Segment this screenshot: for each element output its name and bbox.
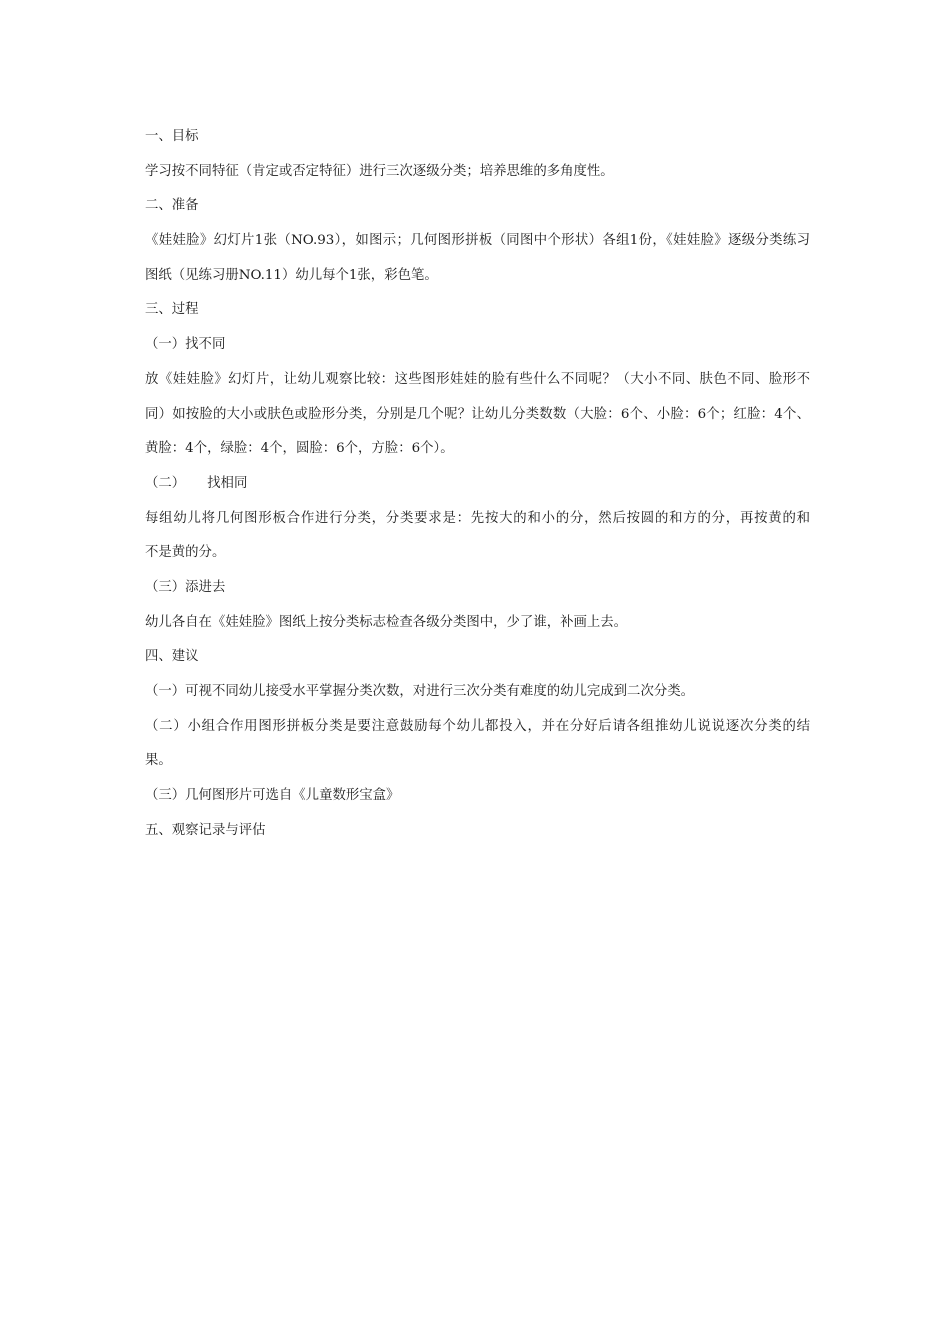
paragraph-add-in: 幼儿各自在《娃娃脸》图纸上按分类标志检查各级分类图中，少了谁，补画上去。 — [145, 614, 628, 630]
subheading-find-same-number: （二） — [145, 475, 186, 491]
subheading-add-in: （三）添进去 — [145, 579, 226, 595]
subheading-find-differences: （一）找不同 — [145, 337, 226, 353]
paragraph-find-differences-line-3: 黄脸：4个，绿脸：4个，圆脸：6个，方脸：6个）。 — [145, 441, 454, 457]
paragraph-preparation-line-1: 《娃娃脸》幻灯片1张（NO.93），如图示；几何图形拼板（同图中个形状）各组1份，《娃娃脸》逐级分类练习 — [145, 233, 810, 249]
paragraph-goal: 学习按不同特征（肯定或否定特征）进行三次逐级分类；培养思维的多角度性。 — [145, 163, 614, 179]
suggestion-3: （三）几何图形片可选自《儿童数形宝盒》 — [145, 788, 400, 804]
heading-preparation: 二、准备 — [145, 198, 199, 214]
heading-process: 三、过程 — [145, 302, 199, 318]
paragraph-find-differences-line-2: 同）如按脸的大小或肤色或脸形分类，分别是几个呢？让幼儿分类数数（大脸：6个、小脸：6个；红脸：4个、 — [145, 406, 810, 422]
suggestion-1: （一）可视不同幼儿接受水平掌握分类次数，对进行三次分类有难度的幼儿完成到二次分类。 — [145, 684, 695, 699]
subheading-find-same — [145, 467, 810, 502]
heading-observation: 五、观察记录与评估 — [145, 822, 266, 838]
heading-goal: 一、目标 — [145, 129, 199, 144]
paragraph-find-differences-line-1: 放《娃娃脸》幻灯片，让幼儿观察比较：这些图形娃娃的脸有些什么不同呢？（大小不同、肤色不同、脸形不 — [145, 371, 810, 387]
suggestion-2-line-2: 果。 — [145, 753, 172, 769]
document-body — [145, 120, 810, 848]
paragraph-find-same-line-2: 不是黄的分。 — [145, 545, 226, 561]
subheading-find-same-title: 找相同 — [207, 475, 248, 491]
heading-suggestions: 四、建议 — [145, 649, 199, 665]
suggestion-2-line-1: （二）小组合作用图形拼板分类是要注意鼓励每个幼儿都投入，并在分好后请各组推幼儿说说逐次分类的结 — [145, 718, 810, 734]
paragraph-preparation-line-2: 图纸（见练习册NO.11）幼儿每个1张，彩色笔。 — [145, 267, 438, 283]
paragraph-find-same-line-1: 每组幼儿将几何图形板合作进行分类，分类要求是：先按大的和小的分，然后按圆的和方的分，再按黄的和 — [145, 510, 810, 526]
